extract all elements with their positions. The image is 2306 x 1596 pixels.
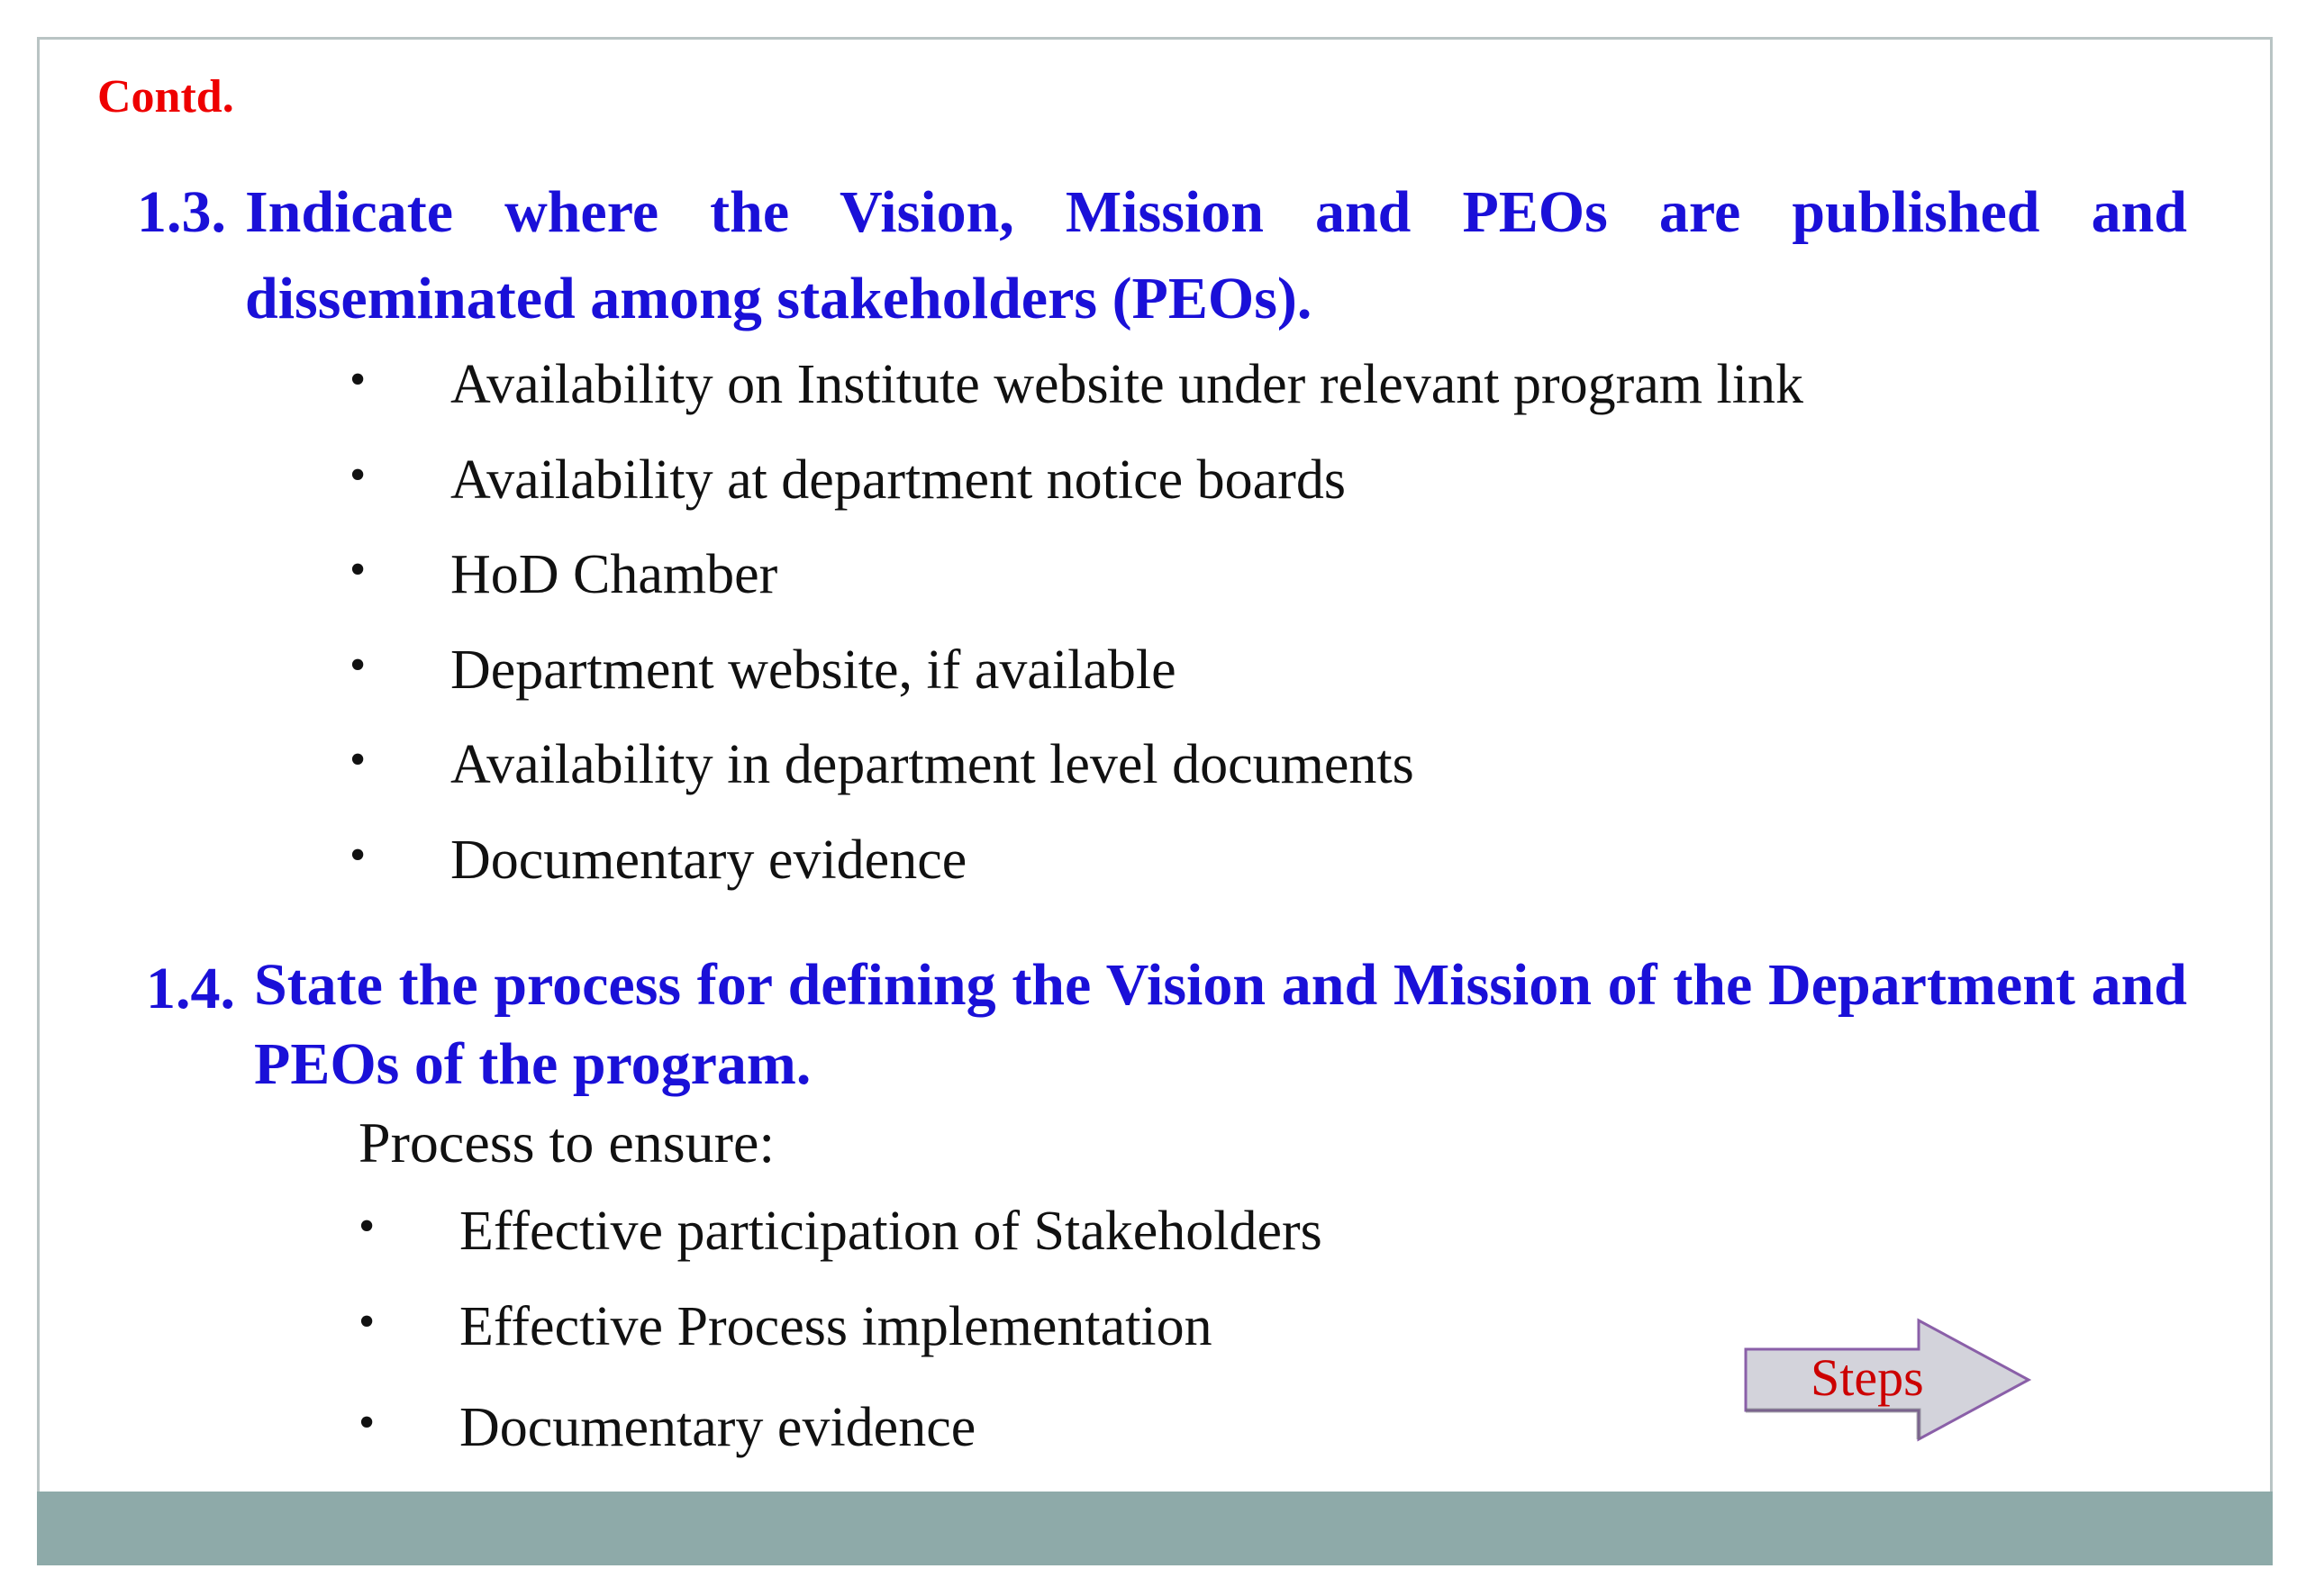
list-item-label: Effective Process implementation [459, 1296, 1212, 1357]
list-item [359, 1396, 1800, 1492]
list-item-label: Availability in department level documents [450, 734, 1414, 795]
process-list [359, 1200, 1800, 1492]
bullet-icon: • [350, 639, 367, 691]
process-intro: Process to ensure: [359, 1111, 776, 1174]
list-item-label: Department website, if available [450, 639, 1176, 701]
list-item-label: Availability at department notice boards [450, 449, 1346, 511]
bullet-icon: • [359, 1201, 376, 1252]
list-item-label: Effective participation of Stakeholders [459, 1201, 1322, 1262]
list-item [359, 1295, 1800, 1391]
list-item [359, 1200, 1800, 1295]
section-1-4-number: 1.4. [146, 956, 235, 1021]
steps-button-label: Steps [1811, 1348, 1924, 1407]
list-item-label: Documentary evidence [450, 829, 967, 891]
bullet-icon: • [350, 734, 367, 785]
footer-band [37, 1492, 2273, 1565]
section-1-4-title: State the process for defining the Vision and Mission of the Department and PEOs of the program. [254, 952, 2187, 1097]
list-item-label: Availability on Institute website under relevant program link [450, 354, 1803, 415]
list-item [350, 829, 2061, 924]
list-item-label: Documentary evidence [459, 1397, 976, 1458]
list-item [350, 733, 2061, 829]
contd-label: Contd. [97, 71, 234, 122]
list-item [350, 639, 2061, 734]
publication-list [350, 353, 2061, 923]
bullet-icon: • [359, 1296, 376, 1347]
section-1-3-title: Indicate where the Vision, Mission and PEOs are published and disseminated among stakeholders (PEOs). [245, 179, 2187, 331]
list-item [350, 543, 2061, 639]
bullet-icon: • [359, 1397, 376, 1448]
bullet-icon: • [350, 544, 367, 595]
bullet-icon: • [350, 449, 367, 501]
list-item [350, 353, 2061, 449]
section-1-3-number: 1.3. [137, 179, 226, 245]
bullet-icon: • [350, 354, 367, 405]
list-item-label: HoD Chamber [450, 544, 778, 605]
list-item [350, 449, 2061, 544]
bullet-icon: • [350, 829, 367, 881]
section-1-4-heading [146, 946, 2187, 1117]
section-1-3-heading [137, 169, 2187, 349]
steps-button[interactable] [1739, 1317, 2036, 1443]
